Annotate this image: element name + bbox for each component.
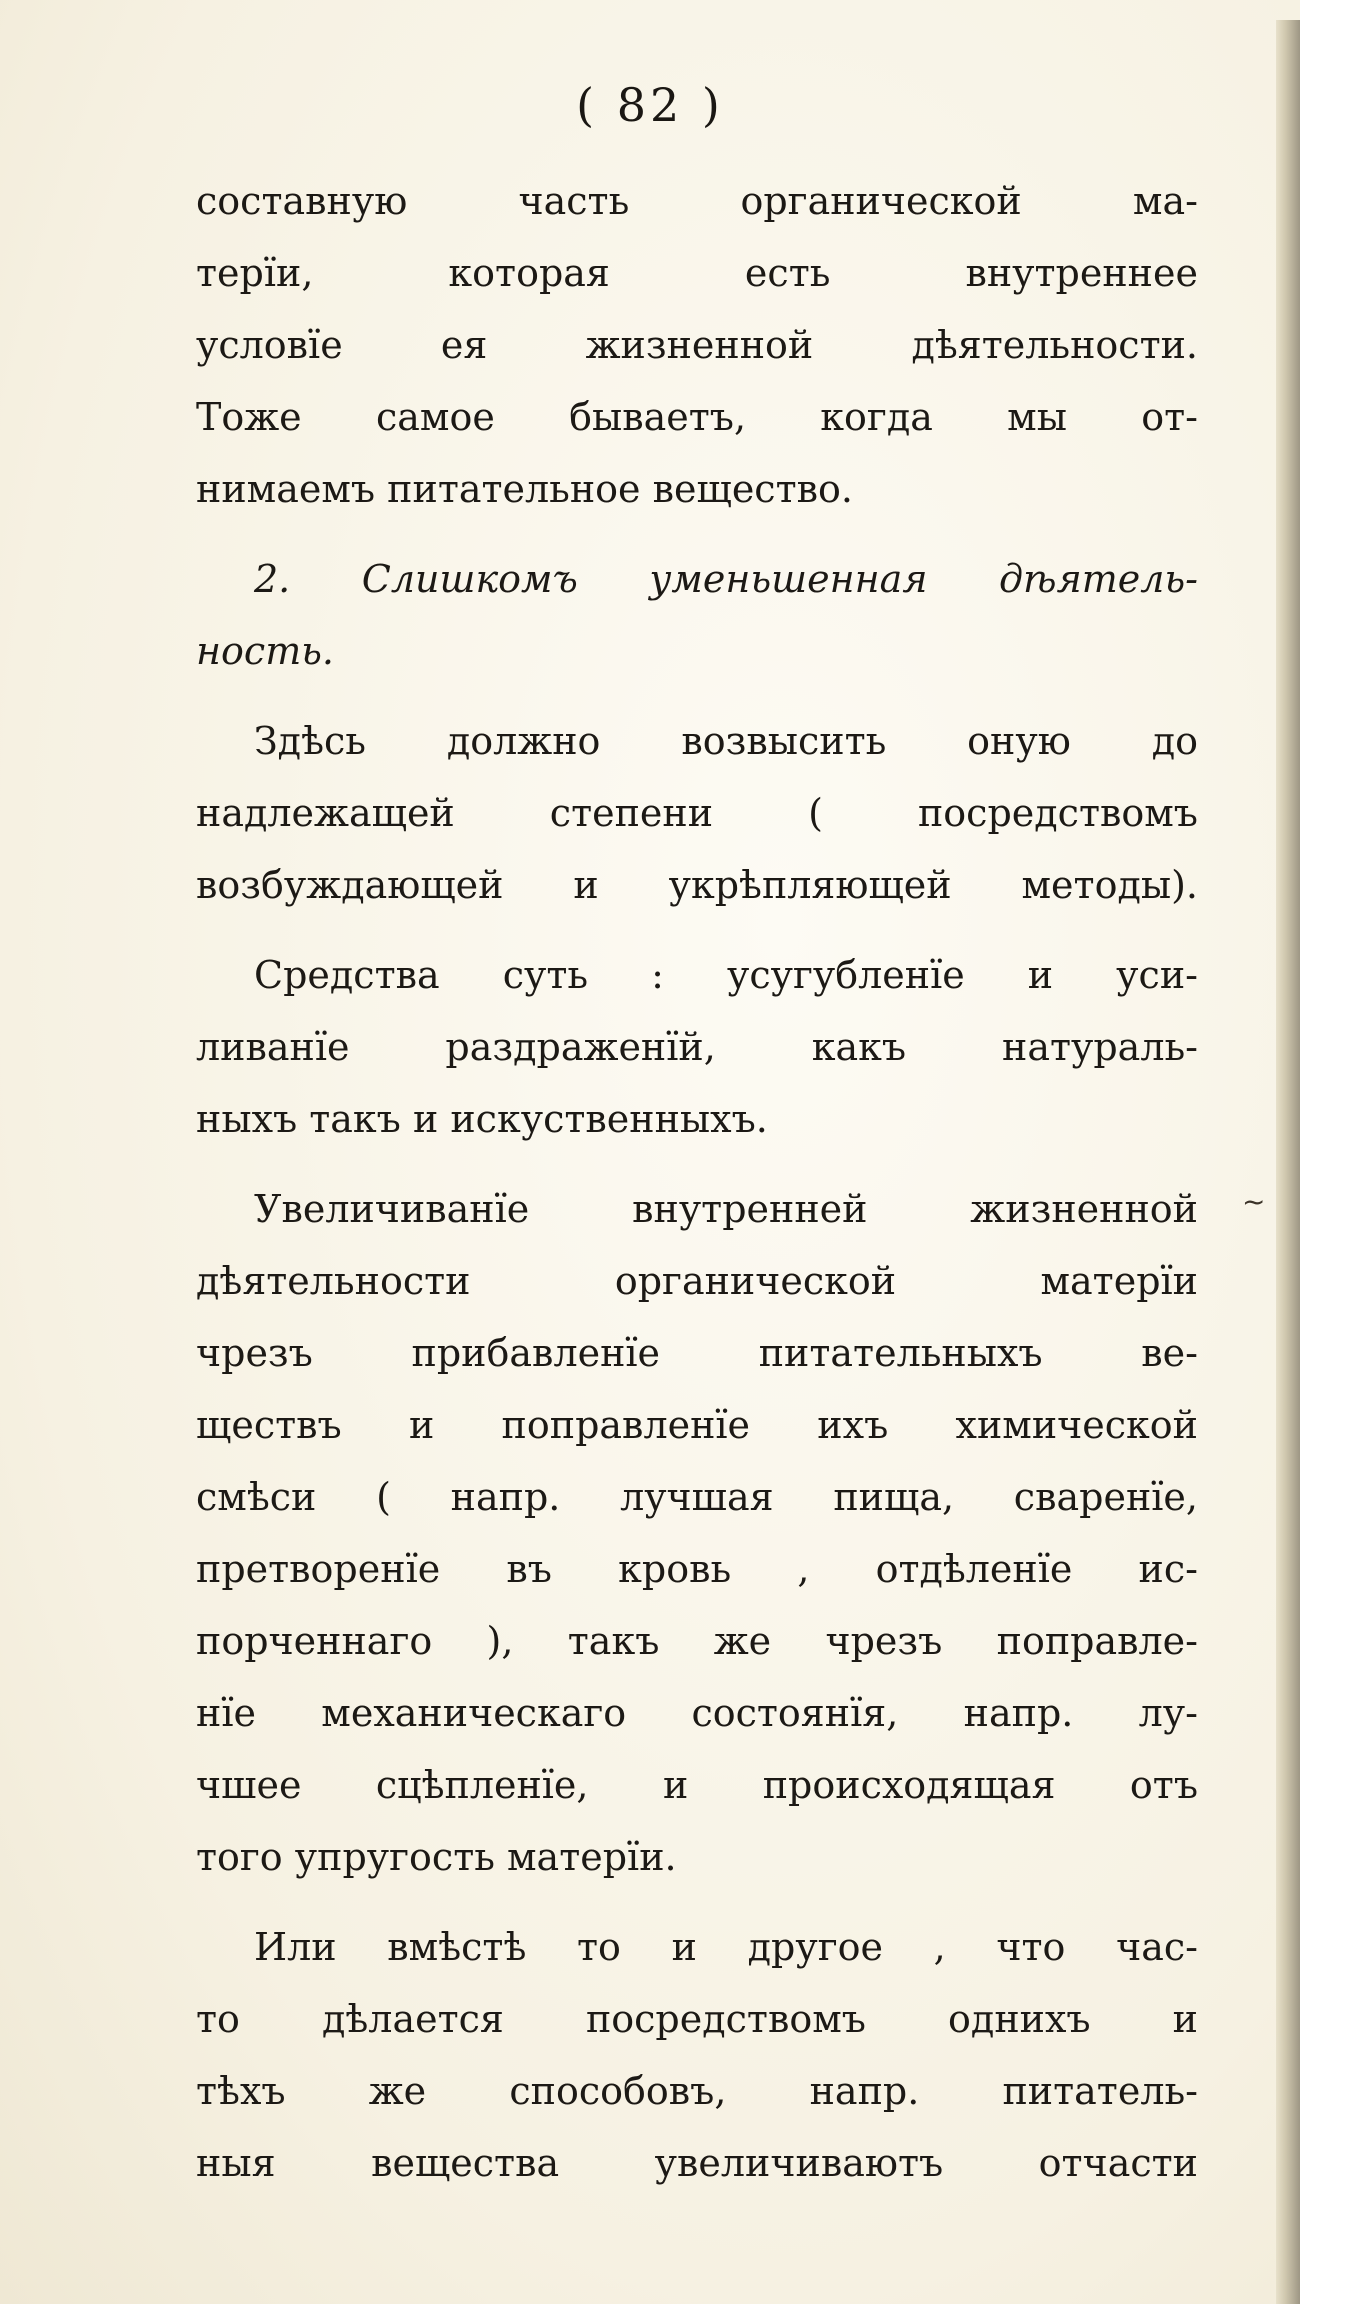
text-line: нимаемъ питательное вещество. — [196, 467, 853, 511]
text-line: то дѣлается посредствомъ однихъ и — [196, 1997, 1198, 2041]
ink-blot: ~ — [1242, 1185, 1266, 1218]
text-line: ныя вещества увеличиваютъ отчасти — [196, 2141, 1198, 2185]
text-line: порченнаго ), такъ же чрезъ поправле- — [196, 1619, 1198, 1663]
text-line: условїе ея жизненной дѣятельности. — [196, 323, 1198, 367]
text-line: смѣси ( напр. лучшая пища, сваренїе, — [196, 1475, 1198, 1519]
text-line: того упругость матерїи. — [196, 1835, 677, 1879]
text-line: Или вмѣстѣ то и другое , что час- — [254, 1925, 1198, 1969]
text-line: терїи, которая есть внутреннее — [196, 251, 1198, 295]
text-line: дѣятельности органической матерїи — [196, 1259, 1198, 1303]
text-line: надлежащей степени ( посредствомъ — [196, 791, 1198, 835]
text-line: претворенїе въ кровь , отдѣленїе ис- — [196, 1547, 1198, 1591]
page-body — [196, 165, 1198, 2199]
text-line: составную часть органической ма- — [196, 179, 1198, 223]
text-line: чшее сцѣпленїе, и происходящая отъ — [196, 1763, 1198, 1807]
text-line: Тоже самое бываетъ, когда мы от- — [196, 395, 1198, 439]
text-line: ливанїе раздраженїй, какъ натураль- — [196, 1025, 1198, 1069]
text-line: Здѣсь должно возвысить оную до — [254, 719, 1198, 763]
text-line: Увеличиванїе внутренней жизненной — [254, 1187, 1198, 1231]
text-line: чрезъ прибавленїе питательныхъ ве- — [196, 1331, 1198, 1375]
section-heading: ность. — [196, 629, 334, 673]
page-number: ( 82 ) — [576, 78, 724, 132]
text-line: нїе механическаго состоянїя, напр. лу- — [196, 1691, 1198, 1735]
text-line: Средства суть : усугубленїе и уси- — [254, 953, 1198, 997]
text-line: ществъ и поправленїе ихъ химической — [196, 1403, 1198, 1447]
text-line: тѣхъ же способовъ, напр. питатель- — [196, 2069, 1198, 2113]
page-edge-shadow — [1276, 20, 1300, 2304]
text-line: возбуждающей и укрѣпляющей методы). — [196, 863, 1198, 907]
section-heading: 2. Слишкомъ уменьшенная дѣятель- — [254, 557, 1198, 601]
text-line: ныхъ такъ и искуственныхъ. — [196, 1097, 768, 1141]
